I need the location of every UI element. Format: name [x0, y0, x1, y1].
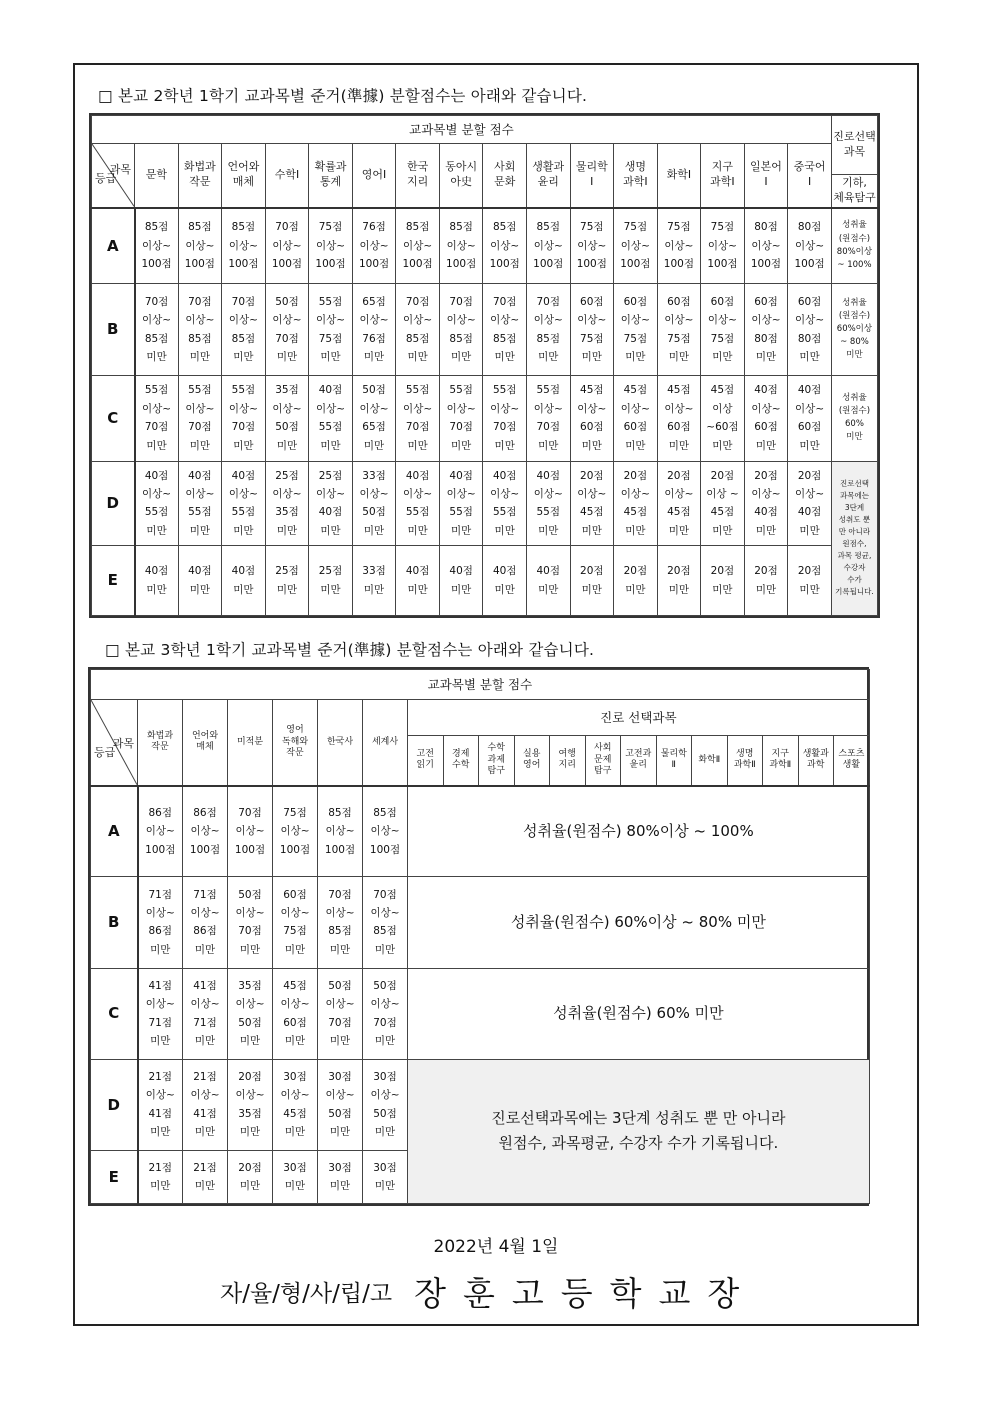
grade-row: [92, 461, 878, 546]
cutoff-score-cell: 40점 미만: [439, 546, 483, 616]
career-achievement-cell: 성취율 (원점수) 60%이상 ~ 80% 미만: [831, 284, 877, 376]
cutoff-score-cell: 21점 미만: [138, 1150, 183, 1203]
cutoff-score-cell: 40점 미만: [483, 546, 527, 616]
career-subject-name: 경제 수학: [443, 736, 479, 786]
subject-header: 영어 독해와 작문: [273, 700, 318, 786]
subject-header: 지구 과학Ⅰ: [701, 144, 745, 208]
cutoff-score-cell: 55점 이상~ 75점 미만: [309, 284, 353, 376]
cutoff-score-cell: 40점 미만: [396, 546, 440, 616]
grade-label: B: [91, 877, 138, 968]
cutoff-score-cell: 70점 이상~ 85점 미만: [135, 284, 179, 376]
cutoff-score-cell: 35점 이상~ 50점 미만: [265, 375, 309, 461]
cutoff-score-cell: 70점 이상~ 85점 미만: [396, 284, 440, 376]
career-subject-name: 수학 과제 탐구: [479, 736, 515, 786]
cutoff-score-cell: 85점 이상~ 100점: [483, 208, 527, 284]
signature-line: [220, 1268, 756, 1315]
cutoff-score-cell: 85점 이상~ 100점: [526, 208, 570, 284]
cutoff-score-cell: 45점 이상~ 60점 미만: [570, 375, 614, 461]
cutoff-score-cell: 40점 미만: [135, 546, 179, 616]
career-note-cell: 진로선택과목에는 3단계 성취도 뿐 만 아니라 원점수, 과목평균, 수강자 수가 기록됩니다.: [408, 1059, 870, 1203]
document-date: 2022년 4월 1일: [433, 1237, 559, 1257]
cutoff-score-cell: 20점 이상~ 45점 미만: [570, 461, 614, 546]
cutoff-score-cell: 70점 이상~ 100점: [265, 208, 309, 284]
cutoff-score-cell: 55점 이상~ 70점 미만: [396, 375, 440, 461]
cutoff-score-cell: 50점 이상~ 70점 미만: [363, 968, 408, 1059]
grade-label: D: [91, 1059, 138, 1150]
corner-grade-label: 등급: [95, 172, 117, 186]
cutoff-score-cell: 40점 이상~ 55점 미만: [439, 461, 483, 546]
career-achievement-range: 성취율(원점수) 60% 미만: [408, 968, 870, 1059]
subject-header: 동아시 아史: [439, 144, 483, 208]
cutoff-score-cell: 20점 이상~ 45점 미만: [657, 461, 701, 546]
cutoff-score-cell: 50점 이상~ 70점 미만: [318, 968, 363, 1059]
cutoff-score-cell: 70점 이상~ 85점 미만: [318, 877, 363, 968]
cutoff-score-cell: 40점 이상~ 60점 미만: [744, 375, 788, 461]
cutoff-score-cell: 60점 이상~ 75점 미만: [273, 877, 318, 968]
cutoff-score-cell: 25점 미만: [265, 546, 309, 616]
cutoff-score-cell: 40점 이상~ 55점 미만: [222, 461, 266, 546]
subject-header: 문학: [135, 144, 179, 208]
cutoff-score-cell: 40점 이상~ 55점 미만: [396, 461, 440, 546]
cutoff-score-cell: 21점 이상~ 41점 미만: [138, 1059, 183, 1150]
cutoff-score-cell: 20점 이상~ 45점 미만: [614, 461, 658, 546]
cutoff-score-cell: 20점 미만: [570, 546, 614, 616]
career-subject-name: 고전 읽기: [408, 736, 444, 786]
career-achievement-cell: 성취율 (원점수) 60% 미만: [831, 375, 877, 461]
subject-header: 확률과 통계: [309, 144, 353, 208]
cutoff-score-cell: 40점 미만: [526, 546, 570, 616]
grade-row: [91, 1059, 870, 1150]
subject-header: 중국어 Ⅰ: [788, 144, 832, 208]
cutoff-score-cell: 21점 미만: [183, 1150, 228, 1203]
cutoff-score-cell: 30점 이상~ 45점 미만: [273, 1059, 318, 1150]
cutoff-score-cell: 85점 이상~ 100점: [222, 208, 266, 284]
cutoff-score-cell: 86점 이상~ 100점: [183, 786, 228, 877]
heading-grade2: □ 본교 2학년 1학기 교과목별 준거(準據) 분할점수는 아래와 같습니다.: [98, 87, 588, 105]
cutoff-score-cell: 60점 이상~ 80점 미만: [744, 284, 788, 376]
grade-label: C: [92, 375, 135, 461]
cutoff-score-cell: 65점 이상~ 76점 미만: [352, 284, 396, 376]
cutoff-score-cell: 70점 이상~ 85점 미만: [178, 284, 222, 376]
cutoff-score-cell: 85점 이상~ 100점: [396, 208, 440, 284]
corner-header: [92, 144, 135, 208]
cutoff-score-cell: 50점 이상~ 70점 미만: [228, 877, 273, 968]
cutoff-score-cell: 20점 미만: [744, 546, 788, 616]
subject-header: 한국 지리: [396, 144, 440, 208]
cutoff-score-cell: 45점 이상~ 60점 미만: [657, 375, 701, 461]
cutoff-score-cell: 75점 이상~ 100점: [701, 208, 745, 284]
cutoff-score-cell: 70점 이상~ 100점: [228, 786, 273, 877]
cutoff-score-cell: 60점 이상~ 75점 미만: [701, 284, 745, 376]
subject-header: 화학Ⅰ: [657, 144, 701, 208]
career-subject-name: 생명 과학Ⅱ: [727, 736, 763, 786]
cutoff-score-cell: 60점 이상~ 75점 미만: [657, 284, 701, 376]
cutoff-score-cell: 33점 이상~ 50점 미만: [352, 461, 396, 546]
subject-header: 언어와 매체: [183, 700, 228, 786]
career-subject-name: 지구 과학Ⅱ: [763, 736, 799, 786]
cutoff-score-cell: 85점 이상~ 100점: [135, 208, 179, 284]
cutoff-score-cell: 75점 이상~ 100점: [657, 208, 701, 284]
subject-header: 미적분: [228, 700, 273, 786]
corner-grade-label: 등급: [94, 746, 116, 760]
subject-header: 생명 과학Ⅰ: [614, 144, 658, 208]
grade-row: [91, 968, 870, 1059]
cutoff-score-cell: 85점 이상~ 100점: [363, 786, 408, 877]
subject-header: 세계사: [363, 700, 408, 786]
career-subject-name: 여행 지리: [550, 736, 586, 786]
subject-header: 화법과 작문: [178, 144, 222, 208]
career-subject-name: 고전과 윤리: [621, 736, 657, 786]
cutoff-score-cell: 45점 이상~ 60점 미만: [273, 968, 318, 1059]
subject-header: 생활과 윤리: [526, 144, 570, 208]
cutoff-score-cell: 60점 이상~ 75점 미만: [570, 284, 614, 376]
cutoff-score-cell: 86점 이상~ 100점: [138, 786, 183, 877]
cutoff-score-cell: 55점 이상~ 70점 미만: [135, 375, 179, 461]
cutoff-score-cell: 76점 이상~ 100점: [352, 208, 396, 284]
cutoff-score-cell: 20점 이상~ 40점 미만: [744, 461, 788, 546]
cutoff-score-cell: 50점 이상~ 70점 미만: [265, 284, 309, 376]
cutoff-table-grade2: [89, 113, 880, 618]
cutoff-score-cell: 30점 미만: [363, 1150, 408, 1203]
grade-row: [92, 284, 878, 376]
career-achievement-range: 성취율(원점수) 60%이상 ~ 80% 미만: [408, 877, 870, 968]
corner-header: [91, 700, 138, 786]
cutoff-score-cell: 21점 이상~ 41점 미만: [183, 1059, 228, 1150]
subject-header: 일본어 Ⅰ: [744, 144, 788, 208]
cutoff-score-cell: 30점 미만: [273, 1150, 318, 1203]
cutoff-score-cell: 41점 이상~ 71점 미만: [138, 968, 183, 1059]
subject-header: 수학Ⅰ: [265, 144, 309, 208]
corner-subject-label: 과목: [112, 737, 134, 751]
cutoff-score-cell: 40점 이상~ 55점 미만: [309, 375, 353, 461]
grade-row: [92, 208, 878, 284]
cutoff-score-cell: 75점 이상~ 100점: [309, 208, 353, 284]
grade-label: E: [92, 546, 135, 616]
grade-label: E: [91, 1150, 138, 1203]
cutoff-score-cell: 33점 미만: [352, 546, 396, 616]
cutoff-score-cell: 55점 이상~ 70점 미만: [526, 375, 570, 461]
cutoff-score-cell: 40점 미만: [222, 546, 266, 616]
career-subject-name: 생활과 과학: [798, 736, 834, 786]
cutoff-score-cell: 80점 이상~ 100점: [788, 208, 832, 284]
cutoff-score-cell: 30점 이상~ 50점 미만: [318, 1059, 363, 1150]
career-subject-name: 물리학 Ⅱ: [656, 736, 692, 786]
cutoff-score-cell: 60점 이상~ 80점 미만: [788, 284, 832, 376]
grade-label: A: [92, 208, 135, 284]
cutoff-score-cell: 60점 이상~ 75점 미만: [614, 284, 658, 376]
subject-header: 물리학 Ⅰ: [570, 144, 614, 208]
cutoff-score-cell: 20점 미만: [788, 546, 832, 616]
cutoff-score-cell: 45점 이상~ 60점 미만: [614, 375, 658, 461]
cutoff-score-cell: 20점 미만: [701, 546, 745, 616]
career-achievement-cell: 성취율 (원점수) 80%이상 ~ 100%: [831, 208, 877, 284]
cutoff-score-cell: 20점 이상~ 35점 미만: [228, 1059, 273, 1150]
career-achievement-range: 성취율(원점수) 80%이상 ~ 100%: [408, 786, 870, 877]
career-subject-header: 진로 선택과목: [408, 700, 870, 736]
cutoff-score-cell: 35점 이상~ 50점 미만: [228, 968, 273, 1059]
table-caption: 교과목별 분할 점수: [91, 670, 870, 700]
grade-label: D: [92, 461, 135, 546]
school-type: 자/율/형/사/립/고: [220, 1281, 393, 1307]
career-subject-name: 스포츠 생활: [834, 736, 870, 786]
grade-label: C: [91, 968, 138, 1059]
subject-header: 사회 문화: [483, 144, 527, 208]
cutoff-score-cell: 75점 이상~ 100점: [273, 786, 318, 877]
cutoff-score-cell: 55점 이상~ 70점 미만: [178, 375, 222, 461]
cutoff-score-cell: 20점 미만: [614, 546, 658, 616]
career-note-cell: 진로선택 과목에는 3단계 성취도 뿐 만 아니라 원점수, 과목 평균, 수강자 수가 기록됩니다.: [831, 461, 877, 615]
subject-header: 화법과 작문: [138, 700, 183, 786]
cutoff-score-cell: 45점 이상 ~60점 미만: [701, 375, 745, 461]
cutoff-score-cell: 75점 이상~ 100점: [570, 208, 614, 284]
career-subject-header: 진로선택 과목: [831, 116, 877, 175]
grade-row: [92, 375, 878, 461]
grade-row: [91, 786, 870, 877]
cutoff-score-cell: 20점 미만: [657, 546, 701, 616]
subject-header: 언어와 매체: [222, 144, 266, 208]
cutoff-score-cell: 70점 이상~ 85점 미만: [222, 284, 266, 376]
grade-row: [91, 877, 870, 968]
career-subject-name: 실용 영어: [514, 736, 550, 786]
cutoff-score-cell: 20점 이상 ~ 45점 미만: [701, 461, 745, 546]
cutoff-score-cell: 70점 이상~ 85점 미만: [483, 284, 527, 376]
cutoff-score-cell: 40점 이상~ 55점 미만: [483, 461, 527, 546]
cutoff-score-cell: 40점 미만: [178, 546, 222, 616]
cutoff-score-cell: 85점 이상~ 100점: [178, 208, 222, 284]
career-subject-name: 사회 문제 탐구: [585, 736, 621, 786]
cutoff-score-cell: 20점 미만: [228, 1150, 273, 1203]
grade-label: B: [92, 284, 135, 376]
principal-title: 장훈고등학교장: [414, 1274, 757, 1313]
subject-header: 영어Ⅰ: [352, 144, 396, 208]
career-subject-names: 기하, 체육탐구: [831, 175, 877, 208]
cutoff-score-cell: 30점 이상~ 50점 미만: [363, 1059, 408, 1150]
cutoff-score-cell: 41점 이상~ 71점 미만: [183, 968, 228, 1059]
cutoff-score-cell: 70점 이상~ 85점 미만: [439, 284, 483, 376]
heading-grade3: □ 본교 3학년 1학기 교과목별 준거(準據) 분할점수는 아래와 같습니다.: [105, 641, 595, 659]
cutoff-score-cell: 25점 이상~ 35점 미만: [265, 461, 309, 546]
subject-header: 한국사: [318, 700, 363, 786]
career-subject-name: 화학Ⅱ: [692, 736, 728, 786]
cutoff-score-cell: 80점 이상~ 100점: [744, 208, 788, 284]
cutoff-score-cell: 40점 이상~ 55점 미만: [178, 461, 222, 546]
cutoff-score-cell: 40점 이상~ 55점 미만: [526, 461, 570, 546]
corner-subject-label: 과목: [109, 163, 132, 177]
cutoff-score-cell: 55점 이상~ 70점 미만: [222, 375, 266, 461]
cutoff-score-cell: 71점 이상~ 86점 미만: [183, 877, 228, 968]
cutoff-score-cell: 55점 이상~ 70점 미만: [483, 375, 527, 461]
cutoff-score-cell: 85점 이상~ 100점: [439, 208, 483, 284]
cutoff-score-cell: 55점 이상~ 70점 미만: [439, 375, 483, 461]
cutoff-score-cell: 20점 이상~ 40점 미만: [788, 461, 832, 546]
cutoff-score-cell: 40점 이상~ 55점 미만: [135, 461, 179, 546]
grade-row: [92, 546, 878, 616]
cutoff-score-cell: 40점 이상~ 60점 미만: [788, 375, 832, 461]
cutoff-score-cell: 50점 이상~ 65점 미만: [352, 375, 396, 461]
cutoff-score-cell: 30점 미만: [318, 1150, 363, 1203]
cutoff-score-cell: 71점 이상~ 86점 미만: [138, 877, 183, 968]
cutoff-score-cell: 85점 이상~ 100점: [318, 786, 363, 877]
cutoff-score-cell: 25점 이상~ 40점 미만: [309, 461, 353, 546]
cutoff-table-grade3: [88, 667, 869, 1206]
cutoff-score-cell: 70점 이상~ 85점 미만: [363, 877, 408, 968]
cutoff-score-cell: 70점 이상~ 85점 미만: [526, 284, 570, 376]
cutoff-score-cell: 25점 미만: [309, 546, 353, 616]
grade-label: A: [91, 786, 138, 877]
table-caption: 교과목별 분할 점수: [92, 116, 832, 144]
cutoff-score-cell: 75점 이상~ 100점: [614, 208, 658, 284]
